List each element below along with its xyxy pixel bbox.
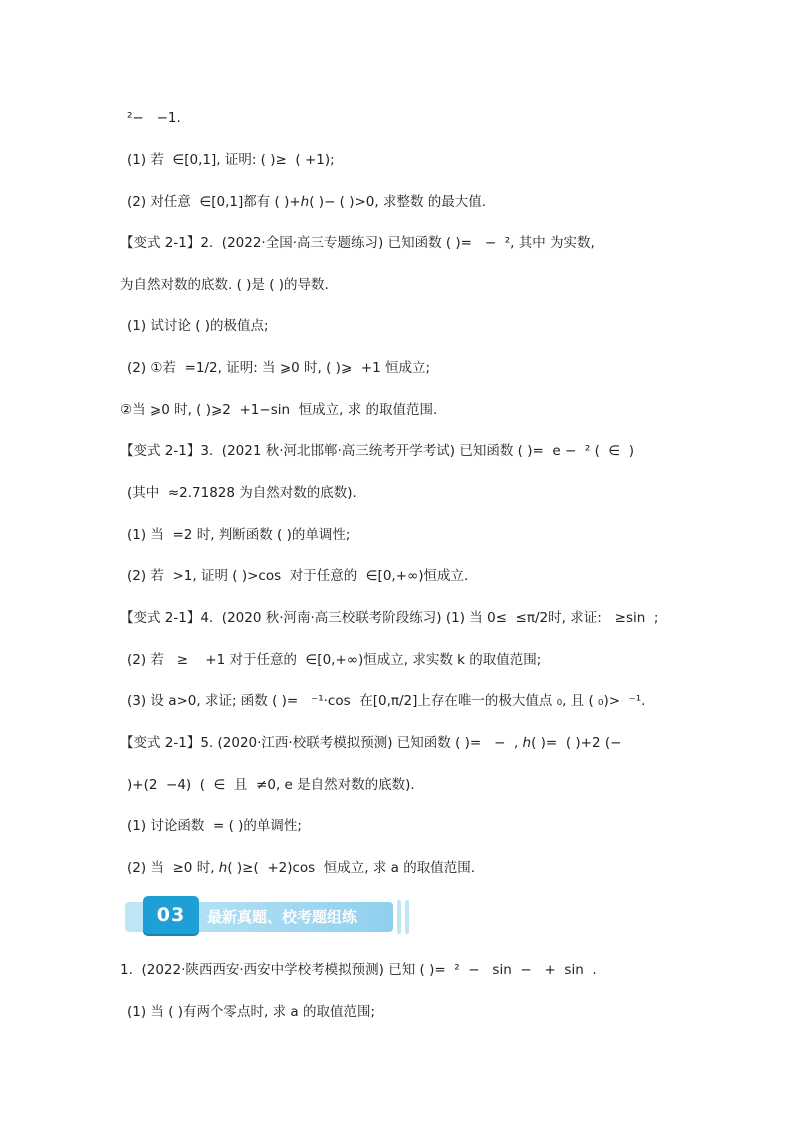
text-line: (2) 若 ≥ +1 对于任意的 ∈[0,+∞)恒成立, 求实数 k 的取值范围; [127,652,542,668]
text-line: (1) 当 =2 时, 判断函数 ( )的单调性; [127,527,351,543]
text-line: 【变式 2-1】2. (2022·全国·高三专题练习) 已知函数 ( )= − ², 其中 为实数, [120,235,595,251]
text-line: (1) 讨论函数 = ( )的单调性; [127,818,302,834]
text-line: (1) 当 ( )有两个零点时, 求 a 的取值范围; [127,1004,376,1020]
section-banner [125,896,410,940]
text-line: (2) 对任意 ∈[0,1]都有 ( )+ℎ( )− ( )>0, 求整数 的最大值. [127,194,487,210]
text-line: (1) 试讨论 ( )的极值点; [127,318,269,334]
text-line: (2) 若 >1, 证明 ( )>cos 对于任意的 ∈[0,+∞)恒成立. [127,568,469,584]
section-number-badge: 03 [143,896,199,934]
text-line: (3) 设 a>0, 求证; 函数 ( )= ⁻¹·cos 在[0,π/2]上存在唯一的极大值点 ₀, 且 ( ₀)> ⁻¹. [127,693,646,709]
text-line: 为自然对数的底数. ( )是 ( )的导数. [120,277,329,293]
text-line: (1) 若 ∈[0,1], 证明: ( )≥ ( +1); [127,152,335,168]
section-title: 最新真题、校考题组练 [207,908,358,926]
text-line: ②当 ⩾0 时, ( )⩾2 +1−sin 恒成立, 求 的取值范围. [120,402,438,418]
text-line: 【变式 2-1】3. (2021 秋·河北邯郸·高三统考开学考试) 已知函数 ( )= e − ² ( ∈ ) [120,443,635,459]
text-line: (其中 ≈2.71828 为自然对数的底数). [127,485,357,501]
text-line: 【变式 2-1】5. (2020·江西·校联考模拟预测) 已知函数 ( )= − , ℎ( )= ( )+2 (− [120,735,622,751]
text-line: )+(2 −4) ( ∈ 且 ≠0, e 是自然对数的底数). [127,777,415,793]
text-line: (2) ①若 =1/2, 证明: 当 ⩾0 时, ( )⩾ +1 恒成立; [127,360,431,376]
text-line: ²− −1. [127,110,181,126]
text-line: 【变式 2-1】4. (2020 秋·河南·高三校联考阶段练习) (1) 当 0≤ ≤π/2时, 求证: ≥sin ; [120,610,659,626]
banner-stripe [405,900,409,934]
text-line: (2) 当 ≥0 时, ℎ( )≥( +2)cos 恒成立, 求 a 的取值范围. [127,860,476,876]
banner-stripe [397,900,401,934]
text-line: 1. (2022·陕西西安·西安中学校考模拟预测) 已知 ( )= ² − sin − + sin . [120,962,597,978]
